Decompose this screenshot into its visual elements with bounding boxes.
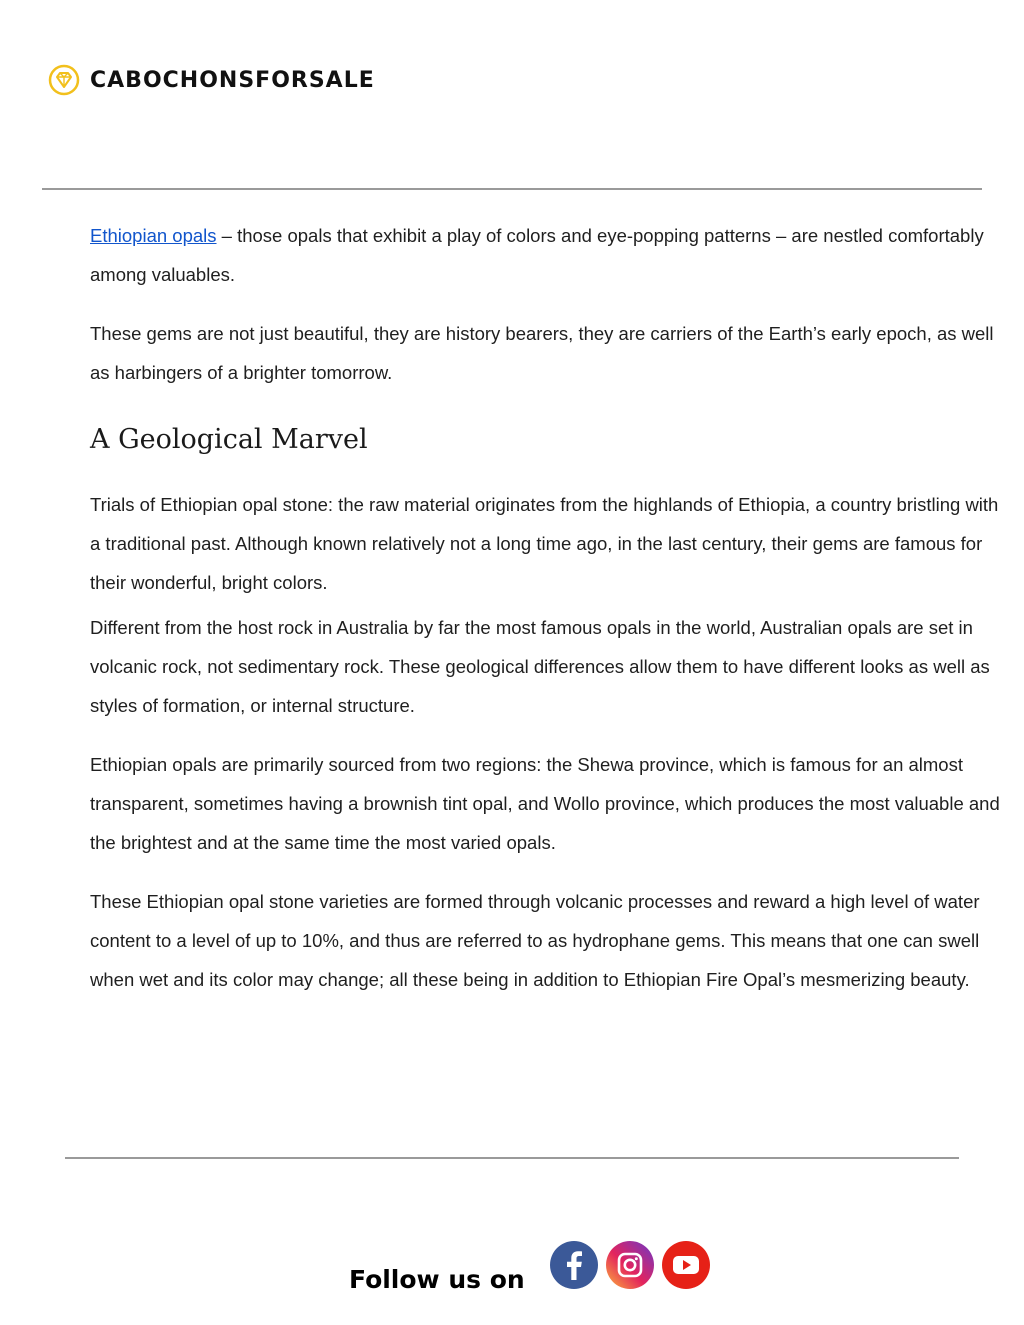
follow-us-text: Follow us on [349, 1265, 525, 1294]
brand-logo[interactable] [48, 64, 375, 96]
section-paragraph-4: These Ethiopian opal stone varieties are formed through volcanic processes and reward a high level of water content to a level of up to 10%, and thus are referred to as hydrophane gems. This means that one can swell when wet and its color may change; all these being in addition to Ethiopian Fire Opal’s mesmerizing beauty. [90, 891, 980, 990]
section-heading: A Geological Marvel [90, 424, 368, 455]
section-paragraph-1: Trials of Ethiopian opal stone: the raw material originates from the highlands of Ethiopia, a country bristling with a traditional past. Although known relatively not a long time ago, in the last century, their gems are famous for their wonderful, bright colors. [90, 494, 999, 593]
bottom-divider [65, 1157, 959, 1159]
social-icons [543, 1240, 711, 1290]
ethiopian-opals-link[interactable]: Ethiopian opals [90, 225, 217, 246]
intro-text: – those opals that exhibit a play of colors and eye-popping patterns – are nestled comfortably among valuables. [90, 225, 984, 285]
youtube-icon[interactable] [661, 1240, 711, 1290]
intro-paragraph [90, 216, 1005, 294]
section-paragraph-2: Different from the host rock in Australia by far the most famous opals in the world, Australian opals are set in volcanic rock, not sedimentary rock. These geological differences allow them to have different looks as well as styles of formation, or internal structure. [90, 617, 990, 716]
article-body [90, 216, 1005, 999]
top-divider [42, 188, 982, 190]
brand-name: CABOCHONSFORSALE [90, 67, 375, 93]
history-paragraph: These gems are not just beautiful, they are history bearers, they are carriers of the Earth’s early epoch, as well as harbingers of a brighter tomorrow. [90, 323, 994, 383]
social-footer [349, 1240, 711, 1296]
facebook-icon[interactable] [549, 1240, 599, 1290]
diamond-icon [48, 64, 80, 96]
section-paragraph-3: Ethiopian opals are primarily sourced from two regions: the Shewa province, which is famous for an almost transparent, sometimes having a brownish tint opal, and Wollo province, which produces the most valuable and the brightest and at the same time the most varied opals. [90, 754, 1000, 853]
instagram-icon[interactable] [605, 1240, 655, 1290]
